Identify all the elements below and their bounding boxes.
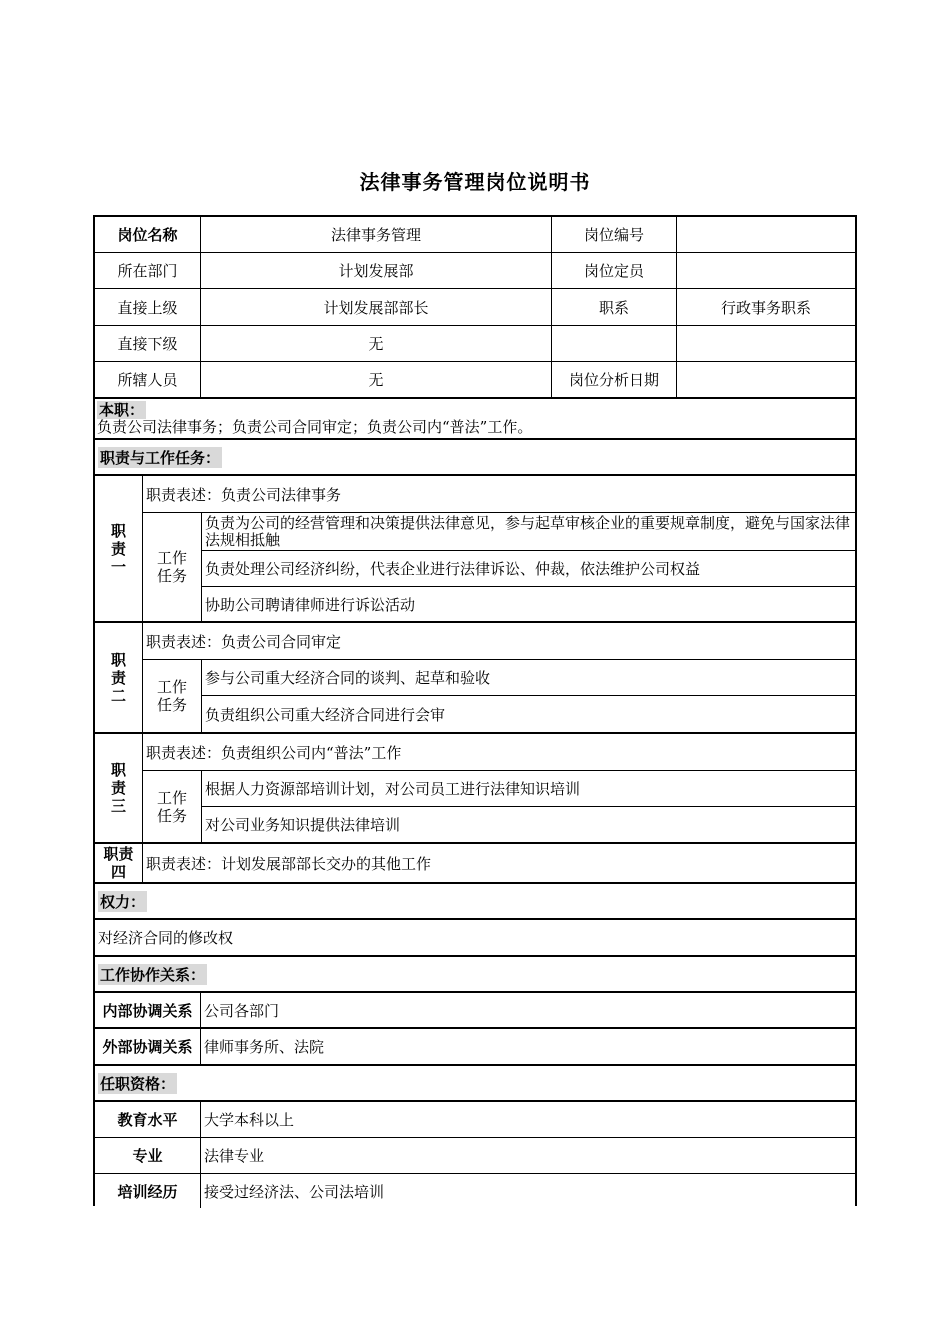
empty-label-cell xyxy=(552,326,677,362)
cooperation-label: 工作协作关系： xyxy=(100,965,206,984)
duty-4-label xyxy=(95,844,143,884)
training-value: 接受过经济法、公司法培训 xyxy=(204,1182,385,1201)
duty-1-task-3: 协助公司聘请律师进行诉讼活动 xyxy=(202,587,855,623)
task-label-line2: 任务 xyxy=(156,567,187,585)
duties-header-label: 职责与工作任务： xyxy=(100,448,221,467)
authority-text: 对经济合同的修改权 xyxy=(95,920,855,957)
task-label-line1: 工作 xyxy=(156,678,187,696)
duty-4-label-line1: 职责 xyxy=(103,845,134,863)
task-label-line2: 任务 xyxy=(156,696,187,714)
internal-coordination-value: 公司各部门 xyxy=(201,993,855,1029)
duties-header xyxy=(95,440,855,476)
position-name-label: 岗位名称 xyxy=(95,217,201,253)
duty-2-task-2: 负责组织公司重大经济合同进行会审 xyxy=(202,696,855,734)
direct-subordinate-value: 无 xyxy=(201,326,552,362)
duty-2-label xyxy=(95,623,143,734)
summary-text: 负责公司法律事务；负责公司合同审定；负责公司内“普法”工作。 xyxy=(97,418,533,436)
duty-2-label-line2: 责 xyxy=(110,668,126,687)
duty-3-task-1: 根据人力资源部培训计划，对公司员工进行法律知识培训 xyxy=(202,771,855,807)
duty-3-label-line1: 职 xyxy=(110,761,126,779)
duty-1-description: 职责表述：负责公司法律事务 xyxy=(143,476,855,513)
task-label-line2: 任务 xyxy=(156,806,187,825)
external-coordination-label: 外部协调关系 xyxy=(95,1029,201,1066)
education-label: 教育水平 xyxy=(95,1102,201,1138)
internal-coordination-label: 内部协调关系 xyxy=(95,993,201,1029)
education-value: 大学本科以上 xyxy=(201,1102,855,1138)
duty-3-description: 职责表述：负责组织公司内“普法”工作 xyxy=(143,734,855,771)
cooperation-header xyxy=(95,957,855,993)
department-label: 所在部门 xyxy=(95,253,201,289)
direct-superior-label: 直接上级 xyxy=(95,289,201,326)
duty-4-label-line2: 四 xyxy=(110,863,126,881)
duty-3-label-line2: 责 xyxy=(110,779,126,797)
duty-4-description: 职责表述：计划发展部部长交办的其他工作 xyxy=(143,844,855,884)
position-code-value xyxy=(677,217,855,253)
department-value: 计划发展部 xyxy=(201,253,552,289)
position-quota-label: 岗位定员 xyxy=(552,253,677,289)
position-quota-value xyxy=(677,253,855,289)
job-series-value: 行政事务职系 xyxy=(677,289,855,326)
qualification-header xyxy=(95,1066,855,1102)
page-title: 法律事务管理岗位说明书 xyxy=(359,170,591,194)
duty-1-task-1: 负责为公司的经营管理和决策提供法律意见，参与起草审核企业的重要规章制度，避免与国家法律法规相抵触 xyxy=(202,513,855,551)
position-name-value: 法律事务管理 xyxy=(201,217,552,253)
empty-value-cell xyxy=(677,326,855,362)
major-value: 法律专业 xyxy=(201,1138,855,1174)
duty-3-task-label xyxy=(143,771,202,844)
job-series-label: 职系 xyxy=(552,289,677,326)
major-label: 专业 xyxy=(95,1138,201,1174)
duty-1-label-line1: 职 xyxy=(110,521,126,540)
direct-superior-value: 计划发展部部长 xyxy=(201,289,552,326)
position-code-label: 岗位编号 xyxy=(552,217,677,253)
duty-1-task-label xyxy=(143,513,202,623)
task-label-line1: 工作 xyxy=(156,549,187,567)
duty-1-label-line3: 一 xyxy=(110,557,126,576)
duty-3-label xyxy=(95,734,143,844)
duty-2-description: 职责表述：负责公司合同审定 xyxy=(143,623,855,660)
task-label-line1: 工作 xyxy=(156,788,187,807)
analysis-date-value xyxy=(677,362,855,399)
external-coordination-value: 律师事务所、法院 xyxy=(201,1029,855,1066)
duty-3-task-2: 对公司业务知识提供法律培训 xyxy=(202,807,855,844)
duty-1-task-2: 负责处理公司经济纠纷，代表企业进行法律诉讼、仲裁，依法维护公司权益 xyxy=(202,551,855,587)
duty-1-label-line2: 责 xyxy=(110,539,126,558)
duty-2-task-1: 参与公司重大经济合同的谈判、起草和验收 xyxy=(202,660,855,696)
duty-3-label-line3: 三 xyxy=(110,797,126,815)
duty-2-label-line1: 职 xyxy=(110,650,126,669)
summary-section xyxy=(95,399,855,440)
duty-2-label-line3: 二 xyxy=(110,686,126,705)
staff-label: 所辖人员 xyxy=(95,362,201,399)
job-description-table xyxy=(93,215,857,1206)
duty-2-task-label xyxy=(143,660,202,734)
summary-label: 本职： xyxy=(99,401,145,419)
direct-subordinate-label: 直接下级 xyxy=(95,326,201,362)
authority-header xyxy=(95,884,855,920)
staff-value: 无 xyxy=(201,362,552,399)
qualification-label: 任职资格： xyxy=(100,1074,176,1093)
analysis-date-label: 岗位分析日期 xyxy=(552,362,677,399)
authority-label: 权力： xyxy=(100,892,146,911)
training-label: 培训经历 xyxy=(95,1174,201,1208)
duty-1-label xyxy=(95,476,143,623)
